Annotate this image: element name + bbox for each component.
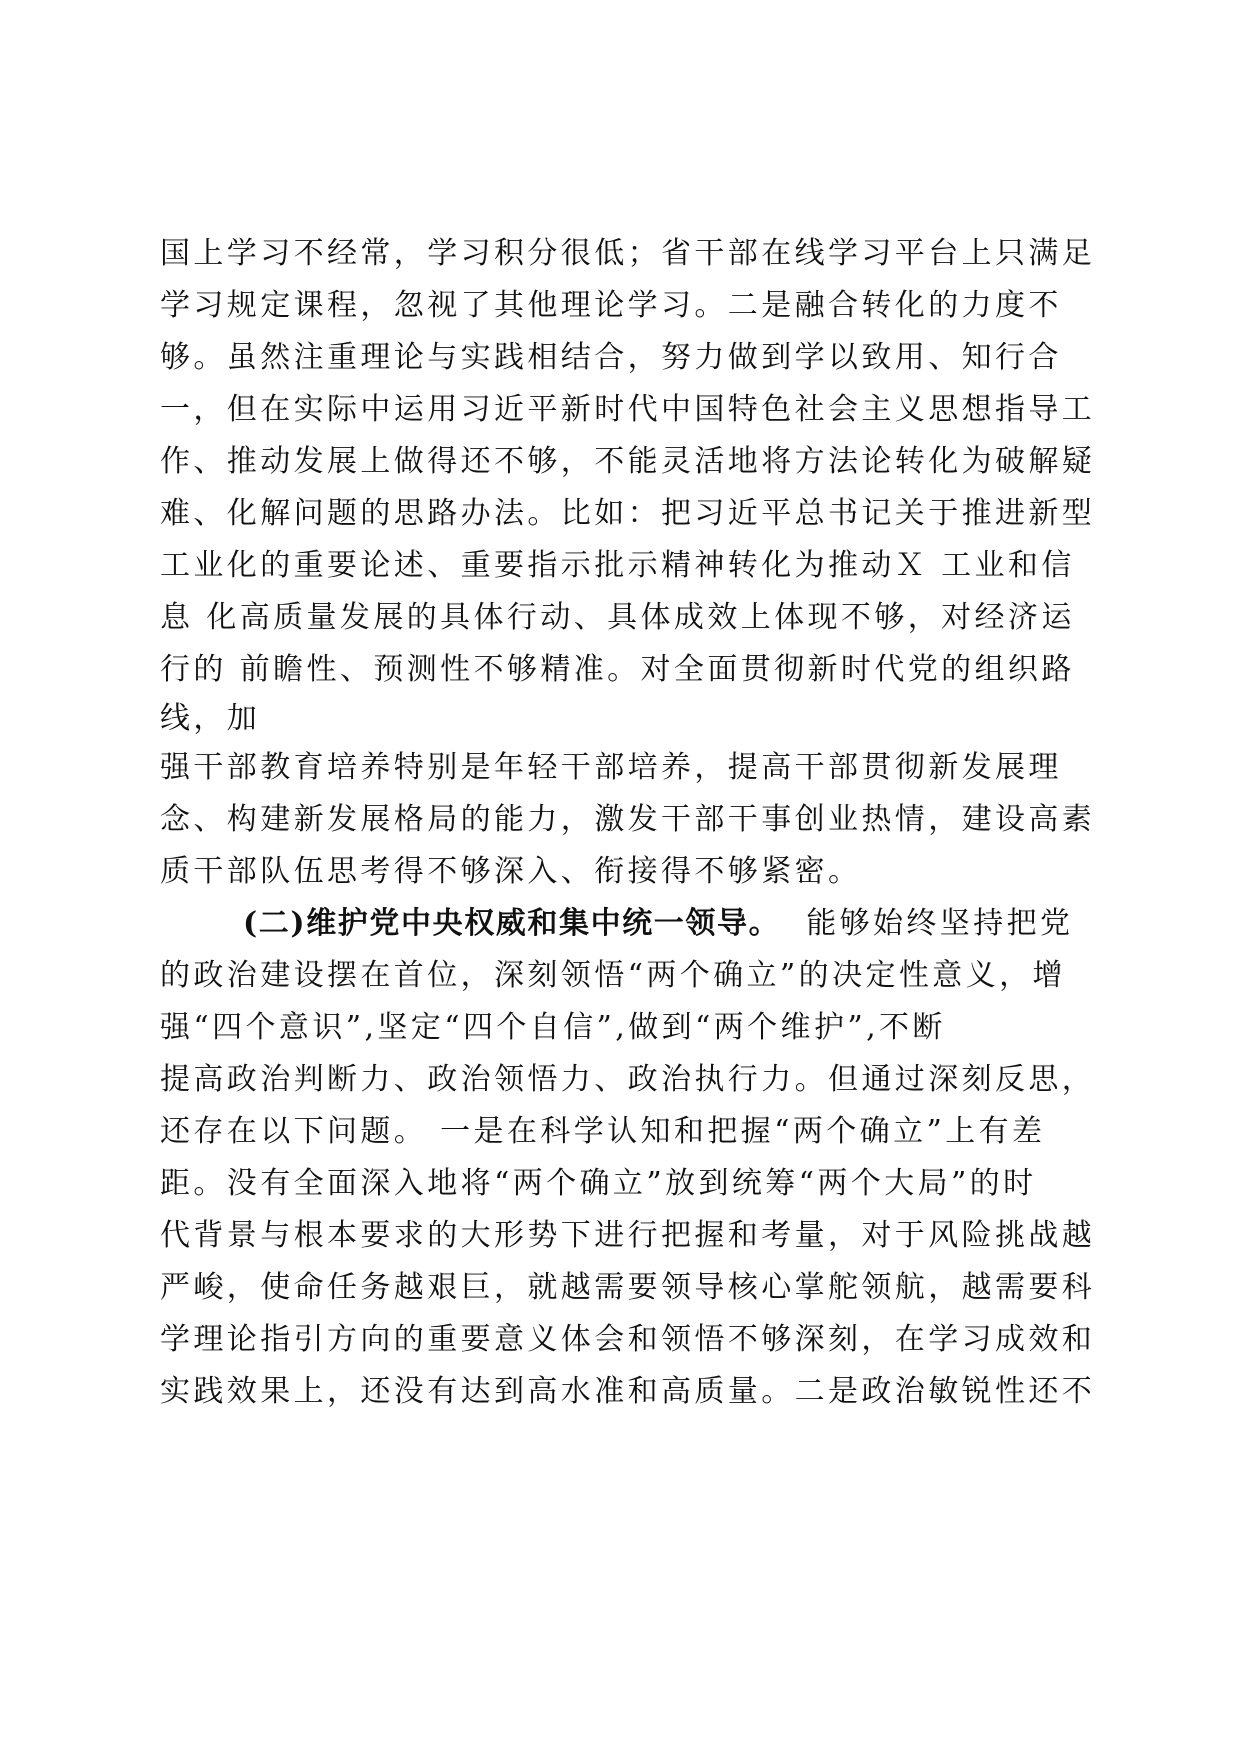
text-line: 实践效果上，还没有达到高水准和高质量。二是政治敏锐性还不 xyxy=(160,1374,1096,1409)
text-line: 线，加 xyxy=(160,701,261,736)
text-line: 严峻，使命任务越艰巨，就越需要领导核心掌舵领航，越需要科 xyxy=(160,1270,1096,1305)
text-line: 学习规定课程，忽视了其他理论学习。二是融合转化的力度不 xyxy=(160,288,1062,323)
text-line: 国上学习不经常，学习积分很低；省干部在线学习平台上只满足 xyxy=(160,236,1096,271)
text-line: 提高政治判断力、政治领悟力、政治执行力。但通过深刻反思， xyxy=(160,1062,1096,1097)
section-heading-line xyxy=(160,898,1080,950)
section-heading: (二)维护党中央权威和集中统一领导。 xyxy=(243,906,781,941)
text-line: 一，但在实际中运用习近平新时代中国特色社会主义思想指导工 xyxy=(160,392,1096,427)
text-line: 学理论指引方向的重要意义体会和领悟不够深刻，在学习成效和 xyxy=(160,1322,1096,1357)
text-line: 的政治建设摆在首位，深刻领悟“两个确立”的决定性意义，增 xyxy=(160,958,1066,993)
text-line: 质干部队伍思考得不够深入、衔接得不够紧密。 xyxy=(160,854,862,889)
text-line: 行的 前瞻性、预测性不够精准。对全面贯彻新时代党的组织路 xyxy=(160,652,1075,687)
text-line: 作、推动发展上做得还不够，不能灵活地将方法论转化为破解疑 xyxy=(160,444,1096,479)
text-line: 强“四个意识”,坚定“四个自信”,做到“两个维护”,不断 xyxy=(160,1010,946,1045)
text-line: 息 化高质量发展的具体行动、具体成效上体现不够，对经济运 xyxy=(160,600,1075,635)
text-line: 还存在以下问题。 一是在科学认知和把握“两个确立”上有差 xyxy=(160,1114,1046,1149)
text-line: 工业化的重要论述、重要指示批示精神转化为推动Ｘ 工业和信 xyxy=(160,548,1075,583)
text-line: 够。虽然注重理论与实践相结合，努力做到学以致用、知行合 xyxy=(160,340,1062,375)
body-text xyxy=(160,228,1096,1418)
text-line: 距。没有全面深入地将“两个确立”放到统筹“两个大局”的时 xyxy=(160,1166,1037,1201)
text-line: 代背景与根本要求的大形势下进行把握和考量，对于风险挑战越 xyxy=(160,1218,1096,1253)
text-line: 难、化解问题的思路办法。比如：把习近平总书记关于推进新型 xyxy=(160,496,1096,531)
text-line: 强干部教育培养特别是年轻干部培养，提高干部贯彻新发展理 xyxy=(160,750,1062,785)
section-first-line-text: 能够始终坚持把党 xyxy=(806,906,1074,941)
text-line: 念、构建新发展格局的能力，激发干部干事创业热情，建设高素 xyxy=(160,802,1096,837)
